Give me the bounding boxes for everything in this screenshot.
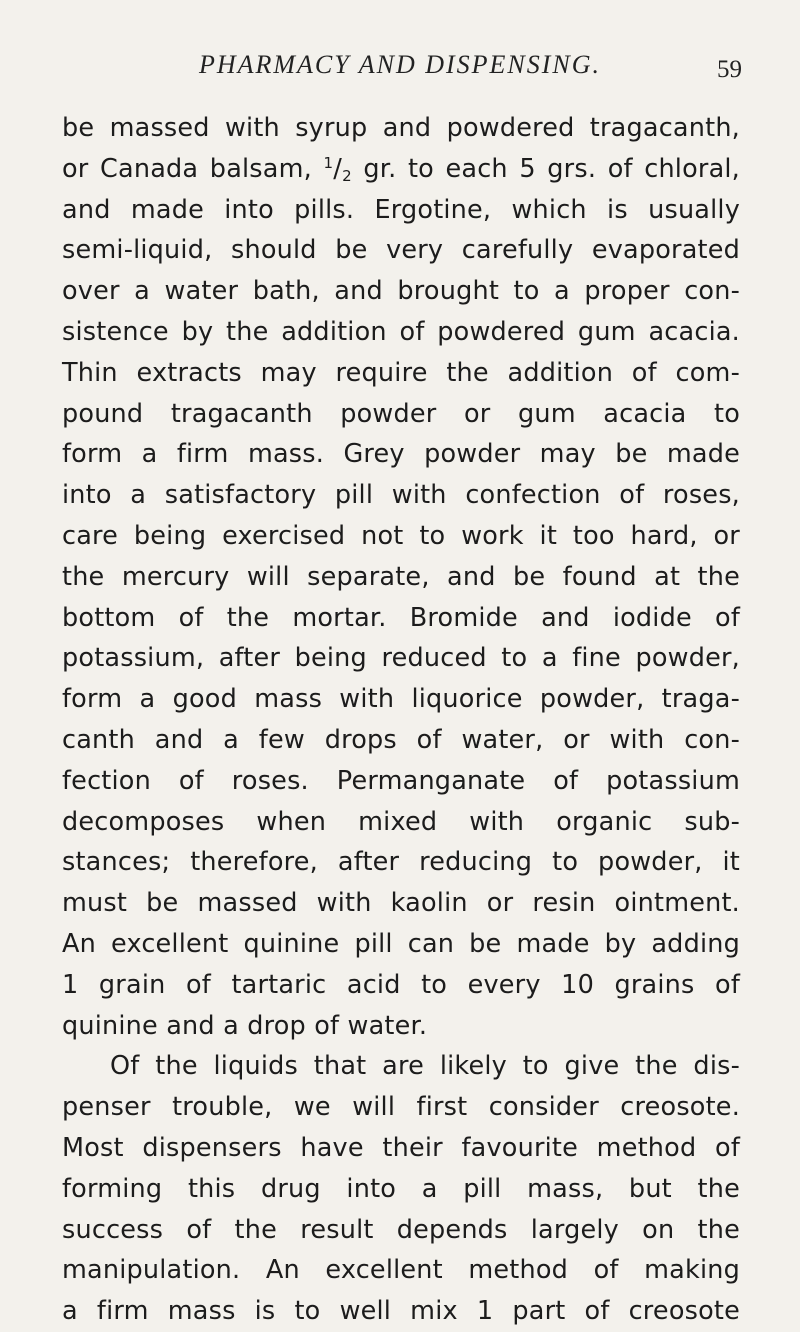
text-line: must be massed with kaolin or resin ointment. [62, 888, 740, 919]
body-text [62, 108, 740, 1332]
text-line: bottom of the mortar. Bromide and iodide of [62, 602, 740, 633]
running-header-title: PHARMACY AND DISPENSING. [198, 50, 602, 79]
text-line: form a good mass with liquorice powder, traga- [62, 684, 740, 715]
text-line: Of the liquids that are likely to give the dis- [110, 1051, 740, 1082]
text-line: form a firm mass. Grey powder may be made [62, 439, 740, 470]
text-line: a firm mass is to well mix 1 part of creosote [62, 1296, 740, 1327]
text-line: potassium, after being reduced to a fine powder, [62, 643, 740, 674]
page-number: 59 [717, 56, 742, 83]
text-line: penser trouble, we will first consider creosote. [62, 1092, 740, 1123]
text-segment: or Canada balsam, [62, 153, 312, 184]
text-line: 1 grain of tartaric acid to every 10 grains of [62, 969, 740, 1000]
text-line: be massed with syrup and powdered tragacanth, [62, 113, 740, 143]
text-line: into a satisfactory pill with confection of roses, [62, 480, 740, 511]
text-segment: gr. to each 5 grs. of chloral, [363, 153, 740, 184]
fraction-numerator: 1 [323, 153, 334, 172]
fraction-slash: / [333, 153, 343, 184]
text-line: manipulation. An excellent method of making [62, 1255, 740, 1286]
fraction-denominator: 2 [342, 166, 352, 185]
text-line: and made into pills. Ergotine, which is usually [62, 194, 740, 225]
text-line: care being exercised not to work it too hard, or [62, 520, 740, 551]
text-line: decomposes when mixed with organic sub- [62, 806, 740, 837]
text-line [62, 149, 740, 190]
text-line: success of the result depends largely on the [62, 1214, 740, 1245]
text-line: An excellent quinine pill can be made by adding [62, 928, 740, 959]
text-line: the mercury will separate, and be found at the [62, 561, 740, 592]
text-line: sistence by the addition of powdered gum acacia. [62, 316, 740, 347]
text-line: quinine and a drop of water. [62, 1010, 428, 1041]
text-line: pound tragacanth powder or gum acacia to [62, 398, 740, 429]
text-line: Most dispensers have their favourite method of [62, 1132, 740, 1163]
text-line: forming this drug into a pill mass, but the [62, 1173, 740, 1204]
text-line: Thin extracts may require the addition of com- [62, 357, 740, 388]
text-line: over a water bath, and brought to a proper con- [62, 276, 740, 307]
text-line: semi-liquid, should be very carefully evaporated [62, 235, 740, 266]
text-line: canth and a few drops of water, or with con- [62, 724, 740, 755]
text-line: stances; therefore, after reducing to powder, it [62, 847, 740, 878]
text-line: fection of roses. Permanganate of potassium [62, 765, 740, 796]
